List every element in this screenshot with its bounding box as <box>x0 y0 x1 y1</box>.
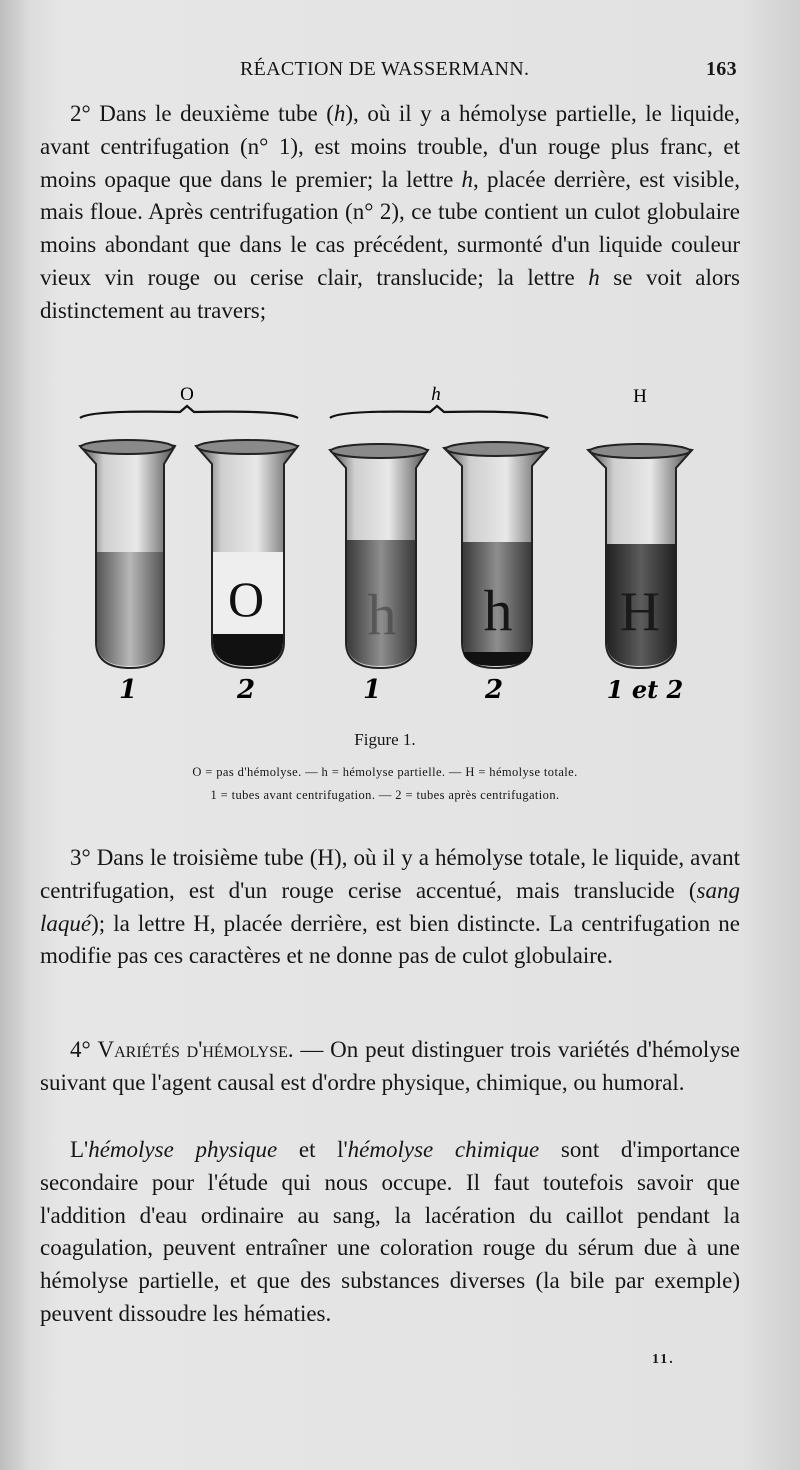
tube-O-1 <box>80 440 175 668</box>
group-label-h: h <box>431 384 441 405</box>
tube-letter-O: O <box>227 571 265 627</box>
text-run: 2° Dans le deuxième tube ( <box>70 101 334 126</box>
paragraph-third-tube <box>40 842 740 973</box>
italic-term: hémolyse chimique <box>347 1137 540 1162</box>
text-run: ), où il y a hémolyse partielle, le liquide, avant centrifugation (n° 1), est moins trouble, d'un rouge plus franc, et moins opaque que dans le premier; la lettre <box>40 101 740 192</box>
text-run: ); la lettre H, placée derrière, est bien distincte. La centrifugation ne modifie pas ces caractères et ne donne pas de culot globulaire. <box>40 910 740 969</box>
italic-letter: h <box>461 166 474 192</box>
figure-hemolysis-tubes <box>60 372 740 702</box>
group-label-H: H <box>633 386 647 407</box>
tube-number-2: 2 <box>484 675 504 702</box>
tube-number-2: 2 <box>236 675 256 702</box>
group-label-O: O <box>180 384 194 405</box>
tube-h-2 <box>444 442 548 668</box>
tube-number-1: 1 <box>362 675 382 702</box>
text-run: 3° Dans le troisième tube (H), où il y a hémolyse totale, le liquide, avant centrifugation, est d'un rouge cerise accentué, mais translucide ( <box>40 845 740 903</box>
printer-signature-mark: 11. <box>652 1352 675 1367</box>
figure-title: Figure 1. <box>354 730 416 749</box>
text-run: , placée derrière, est visible, mais floue. Après centrifugation (n° 2), ce tube contient un culot globulaire moins abondant que dans le cas précédent, surmonté d'un liquide couleur vieux vin rouge ou cerise clair, translucide; la lettre <box>40 166 740 290</box>
running-header <box>0 58 800 86</box>
tubes-illustration <box>60 372 740 702</box>
tube-letter-h-blurred: h <box>367 582 397 647</box>
tube-letter-H: H <box>619 581 661 643</box>
tube-H <box>588 444 692 668</box>
italic-term: hémolyse physique <box>88 1137 278 1162</box>
tube-h-1 <box>330 444 428 668</box>
brace-O <box>80 406 298 418</box>
text-run: sont d'importance secondaire pour l'étude qui nous occupe. Il faut toutefois savoir que l'addition d'eau ordinaire au sang, la lacération du caillot pendant la coagulation, peuvent entraîner une coloration rouge du sérum due à une hémolyse partielle, et que des substances diverses (la bile par exemple) peuvent dissoudre les hématies. <box>40 1137 740 1326</box>
tube-number-1: 1 <box>118 675 138 702</box>
figure-legend-line-2: 1 = tubes avant centrifugation. — 2 = tubes après centrifugation. <box>210 788 560 802</box>
italic-term: sang laqué <box>40 877 740 936</box>
figure-legend-line-1: O = pas d'hémolyse. — h = hémolyse partielle. — H = hémolyse totale. <box>192 765 578 779</box>
page-number: 163 <box>706 58 737 80</box>
italic-letter: h <box>333 101 346 126</box>
text-run: L' <box>70 1137 89 1162</box>
tube-number-1-et-2: 1 et 2 <box>606 675 684 702</box>
tube-O-2 <box>196 440 298 668</box>
paragraph-second-tube <box>40 98 740 328</box>
brace-h <box>330 406 548 418</box>
running-title: RÉACTION DE WASSERMANN. <box>240 58 530 80</box>
section-heading: Variétés d'hémolyse. <box>97 1037 294 1062</box>
paragraph-physical-chemical <box>40 1134 740 1331</box>
paragraph-hemolysis-varieties <box>40 1034 740 1100</box>
tube-letter-h-clear: h <box>483 578 513 643</box>
text-run: et l' <box>277 1137 348 1162</box>
text-run: se voit alors distinctement au travers; <box>40 264 740 323</box>
italic-letter: h <box>588 264 600 290</box>
text-run: — On peut distinguer trois variétés d'hémolyse suivant que l'agent causal est d'ordre physique, chimique, ou humoral. <box>40 1037 740 1095</box>
section-number: 4° <box>70 1037 98 1062</box>
